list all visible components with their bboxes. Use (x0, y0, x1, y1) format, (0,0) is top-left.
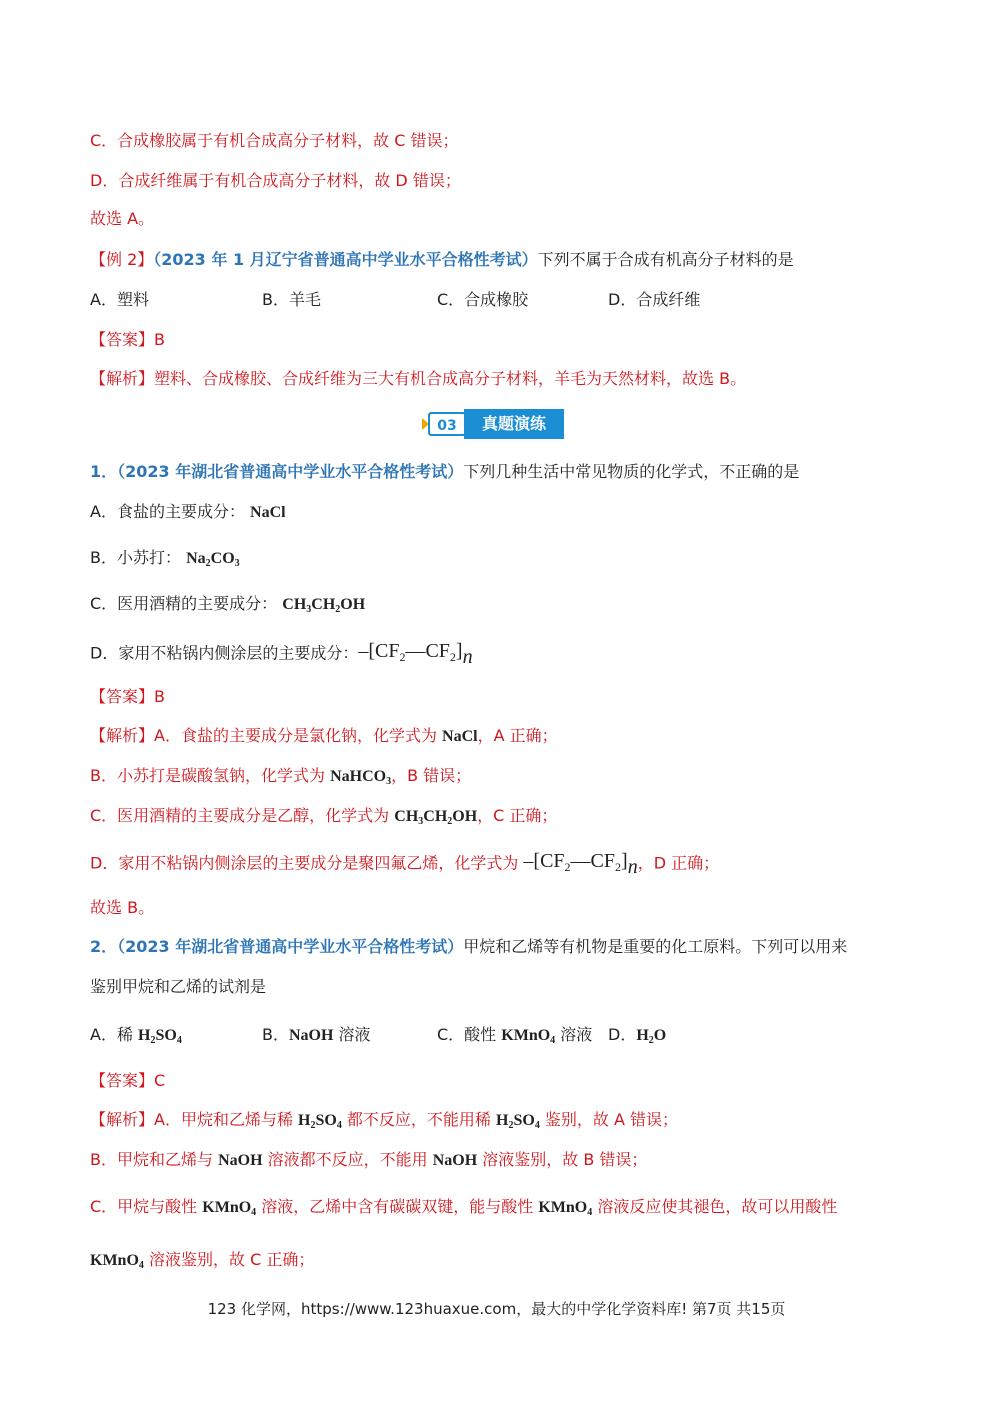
q2-option-b (262, 1024, 371, 1047)
formula-kmno4: KMnO$_4$ (90, 1252, 144, 1271)
q1-analysis-a (90, 725, 558, 748)
analysis-text: ，A 正确； (477, 726, 558, 745)
q1-analysis-d (90, 850, 719, 878)
analysis-text: ，C 正确； (477, 806, 558, 825)
formula-ptfe: $-[CF_2—CF_2]n$ (358, 640, 473, 668)
option-c-explanation: C．合成橡胶属于有机合成高分子材料，故 C 错误； (90, 131, 459, 150)
formula-na2co3: $Na_2CO_3$ (186, 550, 240, 569)
question-1 (90, 461, 799, 483)
formula-kmno4: KMnO$_4$ (501, 1027, 556, 1046)
option-text: 溶液 (555, 1025, 593, 1044)
analysis-text: D．家用不粘锅内侧涂层的主要成分是聚四氟乙烯，化学式为 (90, 853, 524, 873)
analysis-text: 【解析】A．甲烷和乙烯与稀 (90, 1110, 299, 1129)
formula-kmno4: KMnO$_4$ (538, 1199, 593, 1218)
analysis-text: 溶液，乙烯中含有碳碳双键，能与酸性 (256, 1197, 539, 1216)
q1-choose: 故选 B。 (90, 898, 155, 917)
formula-h2o: $H_2O$ (636, 1027, 667, 1046)
option-text: D．家用不粘锅内侧涂层的主要成分： (90, 643, 359, 663)
option-text: A．食盐的主要成分： (90, 502, 245, 521)
example-2-analysis: 【解析】塑料、合成橡胶、合成纤维为三大有机合成高分子材料，羊毛为天然材料，故选 B。 (90, 369, 747, 388)
option-text: B． (262, 1025, 289, 1044)
example-source: （2023 年 1 月辽宁省普通高中学业水平合格性考试） (153, 250, 538, 269)
example-2-option-c: C．合成橡胶 (437, 290, 529, 309)
formula-h2so4: $H_2SO_4$ (496, 1112, 540, 1131)
analysis-text: C．医用酒精的主要成分是乙醇，化学式为 (90, 806, 395, 825)
question-number: 1． (90, 462, 118, 481)
q2-answer: 【答案】C (90, 1071, 166, 1090)
option-text: A．稀 (90, 1025, 139, 1044)
formula-ethanol: $CH_3CH_2OH$ (282, 596, 366, 615)
section-banner (428, 409, 564, 439)
analysis-text: 都不反应，不能用稀 (341, 1110, 497, 1129)
analysis-text: B．小苏打是碳酸氢钠，化学式为 (90, 766, 331, 785)
question-text: 下列几种生活中常见物质的化学式，不正确的是 (463, 462, 800, 481)
option-text: 溶液 (333, 1025, 371, 1044)
question-2 (90, 936, 847, 958)
question-source: （2023 年湖北省普通高中学业水平合格性考试） (117, 462, 464, 481)
formula-naoh: NaOH (288, 1027, 334, 1044)
q2-analysis-c-continued (90, 1249, 314, 1272)
analysis-text: B．甲烷和乙烯与 (90, 1150, 219, 1169)
analysis-text: C．甲烷与酸性 (90, 1197, 203, 1216)
analysis-text: 【解析】A．食盐的主要成分是氯化钠，化学式为 (90, 726, 443, 745)
analysis-text: 溶液都不反应，不能用 (262, 1150, 433, 1169)
example-question-text: 下列不属于合成有机高分子材料的是 (537, 250, 794, 269)
formula-nacl: NaCl (442, 728, 478, 745)
example-2-question (90, 249, 794, 271)
section-number: 03 (428, 412, 466, 436)
question-text: 甲烷和乙烯等有机物是重要的化工原料。下列可以用来 (463, 937, 848, 956)
analysis-text: ，D 正确； (637, 853, 720, 873)
option-d-explanation: D．合成纤维属于有机合成高分子材料，故 D 错误； (90, 171, 461, 190)
q1-option-c (90, 593, 365, 616)
q1-analysis-c (90, 805, 557, 828)
analysis-text: 溶液反应使其褪色，故可以用酸性 (592, 1197, 838, 1216)
option-text: C．医用酒精的主要成分： (90, 594, 278, 613)
formula-kmno4: KMnO$_4$ (202, 1199, 257, 1218)
example-2-option-a: A．塑料 (90, 290, 149, 309)
analysis-text: 鉴别，故 A 错误； (539, 1110, 679, 1129)
formula-nacl: NaCl (250, 504, 286, 521)
question-source: （2023 年湖北省普通高中学业水平合格性考试） (117, 937, 464, 956)
analysis-text: 溶液鉴别，故 C 正确； (143, 1250, 315, 1269)
q2-option-d (608, 1024, 666, 1047)
example-2-option-d: D．合成纤维 (608, 290, 701, 309)
q1-option-b (90, 547, 240, 570)
example-2-answer: 【答案】B (90, 330, 165, 349)
q1-answer: 【答案】B (90, 687, 165, 706)
example-label: 【例 2】 (90, 250, 154, 269)
formula-naoh: NaOH (218, 1152, 263, 1169)
q1-analysis-b (90, 765, 471, 788)
formula-h2so4: $H_2SO_4$ (298, 1112, 342, 1131)
choose-a: 故选 A。 (90, 209, 155, 228)
formula-nahco3: NaHCO$_3$ (330, 768, 392, 787)
option-text: D． (608, 1025, 637, 1044)
q1-option-a (90, 501, 286, 524)
option-text: B．小苏打： (90, 548, 181, 567)
formula-ethanol: $CH_3CH_2OH$ (394, 808, 478, 827)
q2-analysis-a (90, 1109, 678, 1132)
q1-option-d (90, 640, 473, 668)
formula-ptfe: $-[CF_2—CF_2]n$ (523, 850, 638, 878)
formula-naoh: NaOH (432, 1152, 478, 1169)
analysis-text: 溶液鉴别，故 B 错误； (477, 1150, 648, 1169)
option-text: C．酸性 (437, 1025, 502, 1044)
question-2-continued: 鉴别甲烷和乙烯的试剂是 (90, 977, 267, 996)
q2-option-a (90, 1024, 182, 1047)
question-number: 2． (90, 937, 118, 956)
page-footer: 123 化学网，https://www.123huaxue.com，最大的中学化学资料库! 第7页 共15页 (207, 1300, 786, 1318)
formula-h2so4: $H_2SO_4$ (138, 1027, 182, 1046)
q2-option-c (437, 1024, 592, 1047)
analysis-text: ，B 错误； (391, 766, 472, 785)
section-title: 真题演练 (464, 409, 564, 439)
q2-analysis-c (90, 1196, 837, 1219)
q2-analysis-b (90, 1149, 647, 1172)
example-2-option-b: B．羊毛 (262, 290, 321, 309)
